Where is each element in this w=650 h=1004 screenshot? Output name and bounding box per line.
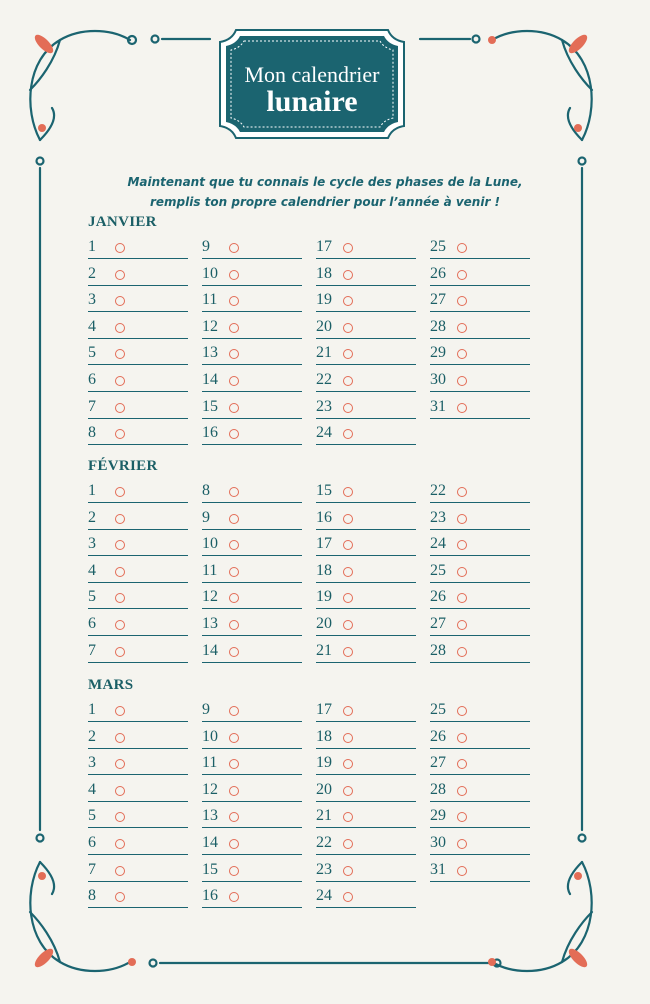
day-entry[interactable] [316,586,416,609]
day-entry[interactable] [88,533,188,556]
day-entry[interactable] [430,832,530,855]
day-number: 16 [202,887,218,905]
day-number: 18 [316,264,332,282]
moon-circle-icon[interactable] [457,786,467,796]
day-number: 1 [88,238,96,255]
moon-circle-icon[interactable] [115,647,125,657]
moon-circle-icon[interactable] [457,647,467,657]
day-entry[interactable] [316,752,416,775]
day-number: 19 [316,754,332,772]
day-number: 20 [316,615,332,632]
moon-circle-icon[interactable] [343,296,353,306]
day-number: 8 [88,887,96,905]
day-entry[interactable] [202,289,302,312]
day-entry[interactable] [316,779,416,802]
day-number: 5 [88,588,96,606]
day-entry[interactable] [316,289,416,312]
moon-circle-icon[interactable] [343,733,353,743]
moon-circle-icon[interactable] [343,349,353,359]
day-number: 18 [316,561,332,579]
day-number: 1 [88,482,96,499]
moon-circle-icon[interactable] [343,567,353,577]
day-number: 4 [88,317,96,335]
moon-circle-icon[interactable] [457,376,467,386]
day-entry[interactable] [88,560,188,583]
moon-circle-icon[interactable] [343,376,353,386]
day-entry[interactable] [88,289,188,312]
day-number: 9 [202,508,210,526]
day-number: 5 [88,344,96,362]
moon-circle-icon[interactable] [457,812,467,822]
day-number: 17 [316,701,332,718]
moon-circle-icon[interactable] [229,487,239,497]
moon-circle-icon[interactable] [229,243,239,253]
day-number: 12 [202,780,218,798]
day-number: 3 [88,291,96,309]
moon-circle-icon[interactable] [115,243,125,253]
moon-circle-icon[interactable] [229,733,239,743]
moon-circle-icon[interactable] [229,323,239,333]
moon-circle-icon[interactable] [115,620,125,630]
moon-circle-icon[interactable] [115,706,125,716]
day-number: 23 [316,860,332,878]
day-number: 29 [430,807,446,825]
day-entry[interactable] [430,560,530,583]
day-entry[interactable] [88,396,188,419]
day-entry[interactable] [88,263,188,286]
day-number: 22 [316,371,332,388]
day-entry[interactable] [316,507,416,530]
moon-circle-icon[interactable] [457,349,467,359]
day-entry[interactable] [316,316,416,339]
day-number: 11 [202,561,218,579]
day-entry[interactable] [430,289,530,312]
moon-circle-icon[interactable] [115,733,125,743]
day-number: 25 [430,561,446,579]
day-entry[interactable] [430,805,530,828]
day-entry[interactable] [88,699,188,722]
day-entry[interactable] [316,726,416,749]
title-plate [222,36,402,144]
moon-circle-icon[interactable] [115,270,125,280]
moon-circle-icon[interactable] [457,733,467,743]
day-entry[interactable] [430,752,530,775]
day-entry[interactable] [202,560,302,583]
day-number: 21 [316,807,332,825]
day-number: 14 [202,371,218,388]
day-entry[interactable] [316,560,416,583]
day-number: 15 [316,482,332,499]
moon-circle-icon[interactable] [115,376,125,386]
moon-circle-icon[interactable] [343,540,353,550]
day-entry[interactable] [88,805,188,828]
day-number: 4 [88,780,96,798]
day-entry[interactable] [202,369,302,392]
moon-circle-icon[interactable] [115,323,125,333]
day-number: 31 [430,397,446,415]
day-number: 12 [202,317,218,335]
day-number: 13 [202,615,218,632]
intro-text [90,172,560,212]
day-number: 28 [430,780,446,798]
day-entry[interactable] [316,859,416,882]
moon-circle-icon[interactable] [457,296,467,306]
moon-circle-icon[interactable] [343,487,353,497]
day-number: 22 [316,834,332,851]
day-entry[interactable] [88,726,188,749]
day-entry[interactable] [316,885,416,908]
moon-circle-icon[interactable] [343,706,353,716]
day-entry[interactable] [316,342,416,365]
day-number: 10 [202,535,218,553]
moon-circle-icon[interactable] [343,429,353,439]
moon-circle-icon[interactable] [457,540,467,550]
day-number: 30 [430,834,446,851]
day-entry[interactable] [316,236,416,259]
day-entry[interactable] [88,316,188,339]
day-number: 13 [202,807,218,825]
day-entry[interactable] [430,779,530,802]
moon-circle-icon[interactable] [457,270,467,280]
month-label: MARS [88,677,134,693]
day-number: 2 [88,264,96,282]
day-number: 3 [88,535,96,553]
day-entry[interactable] [430,533,530,556]
day-number: 10 [202,727,218,745]
day-entry[interactable] [202,422,302,445]
day-entry[interactable] [202,859,302,882]
moon-circle-icon[interactable] [343,243,353,253]
day-number: 25 [430,238,446,255]
day-entry[interactable] [430,726,530,749]
moon-circle-icon[interactable] [343,270,353,280]
moon-circle-icon[interactable] [343,593,353,603]
day-entry[interactable] [316,805,416,828]
day-entry[interactable] [316,263,416,286]
day-number: 24 [316,887,332,905]
day-entry[interactable] [202,533,302,556]
day-number: 26 [430,588,446,606]
day-number: 11 [202,291,218,309]
day-entry[interactable] [430,586,530,609]
day-entry[interactable] [202,640,302,663]
day-number: 8 [88,424,96,442]
day-number: 20 [316,780,332,798]
moon-circle-icon[interactable] [229,620,239,630]
day-entry[interactable] [430,613,530,636]
day-entry[interactable] [202,586,302,609]
moon-circle-icon[interactable] [115,487,125,497]
day-entry[interactable] [316,369,416,392]
day-entry[interactable] [316,832,416,855]
moon-circle-icon[interactable] [457,243,467,253]
moon-circle-icon[interactable] [457,403,467,413]
day-entry[interactable] [88,832,188,855]
day-number: 10 [202,264,218,282]
moon-circle-icon[interactable] [229,866,239,876]
day-number: 14 [202,834,218,851]
day-number: 2 [88,508,96,526]
moon-circle-icon[interactable] [115,403,125,413]
moon-circle-icon[interactable] [229,429,239,439]
moon-circle-icon[interactable] [343,323,353,333]
day-entry[interactable] [88,885,188,908]
moon-circle-icon[interactable] [229,812,239,822]
day-entry[interactable] [316,699,416,722]
day-number: 2 [88,727,96,745]
day-number: 20 [316,317,332,335]
day-entry[interactable] [430,480,530,503]
day-number: 6 [88,615,96,632]
moon-circle-icon[interactable] [229,567,239,577]
moon-circle-icon[interactable] [457,706,467,716]
moon-circle-icon[interactable] [457,567,467,577]
day-number: 21 [316,641,332,659]
moon-circle-icon[interactable] [343,759,353,769]
day-number: 22 [430,482,446,499]
moon-circle-icon[interactable] [229,296,239,306]
day-entry[interactable] [88,613,188,636]
day-number: 29 [430,344,446,362]
moon-circle-icon[interactable] [343,866,353,876]
day-entry[interactable] [430,342,530,365]
day-entry[interactable] [430,316,530,339]
moon-circle-icon[interactable] [115,567,125,577]
day-number: 8 [202,482,210,499]
month-label: FÉVRIER [88,458,158,474]
day-entry[interactable] [316,533,416,556]
moon-circle-icon[interactable] [229,376,239,386]
moon-circle-icon[interactable] [343,786,353,796]
moon-circle-icon[interactable] [343,892,353,902]
day-entry[interactable] [316,480,416,503]
day-entry[interactable] [202,613,302,636]
moon-circle-icon[interactable] [457,759,467,769]
month-label: JANVIER [88,214,157,230]
day-number: 23 [316,397,332,415]
moon-circle-icon[interactable] [457,323,467,333]
day-entry[interactable] [88,369,188,392]
day-entry[interactable] [316,640,416,663]
day-number: 30 [430,371,446,388]
day-number: 15 [202,397,218,415]
moon-circle-icon[interactable] [343,812,353,822]
day-number: 4 [88,561,96,579]
day-number: 27 [430,754,446,772]
moon-circle-icon[interactable] [115,759,125,769]
day-entry[interactable] [202,752,302,775]
day-entry[interactable] [202,699,302,722]
day-number: 11 [202,754,218,772]
day-entry[interactable] [202,342,302,365]
moon-circle-icon[interactable] [343,647,353,657]
day-entry[interactable] [202,726,302,749]
moon-circle-icon[interactable] [229,839,239,849]
day-number: 9 [202,238,210,255]
day-number: 6 [88,834,96,851]
day-entry[interactable] [430,263,530,286]
moon-circle-icon[interactable] [229,759,239,769]
moon-circle-icon[interactable] [457,514,467,524]
moon-circle-icon[interactable] [343,514,353,524]
day-entry[interactable] [88,640,188,663]
day-entry[interactable] [202,507,302,530]
day-number: 26 [430,264,446,282]
day-entry[interactable] [88,236,188,259]
day-number: 26 [430,727,446,745]
day-entry[interactable] [202,805,302,828]
moon-circle-icon[interactable] [229,892,239,902]
day-number: 19 [316,291,332,309]
day-number: 3 [88,754,96,772]
day-entry[interactable] [202,779,302,802]
day-number: 24 [316,424,332,442]
moon-circle-icon[interactable] [229,540,239,550]
day-entry[interactable] [430,699,530,722]
moon-circle-icon[interactable] [343,403,353,413]
intro-line-1: Maintenant que tu connais le cycle des phases de la Lune, [127,175,523,189]
day-entry[interactable] [88,507,188,530]
intro-line-2: remplis ton propre calendrier pour l’année à venir ! [149,195,501,209]
day-number: 7 [88,860,96,878]
day-number: 17 [316,238,332,255]
moon-circle-icon[interactable] [229,786,239,796]
day-entry[interactable] [430,236,530,259]
day-entry[interactable] [430,859,530,882]
day-number: 24 [430,535,446,553]
moon-circle-icon[interactable] [229,349,239,359]
day-number: 27 [430,291,446,309]
day-number: 7 [88,641,96,659]
moon-circle-icon[interactable] [115,593,125,603]
day-entry[interactable] [316,422,416,445]
day-entry[interactable] [202,832,302,855]
title-line-2: lunaire [266,85,358,118]
day-entry[interactable] [202,396,302,419]
day-entry[interactable] [88,342,188,365]
day-entry[interactable] [88,752,188,775]
moon-circle-icon[interactable] [115,540,125,550]
day-number: 5 [88,807,96,825]
day-number: 9 [202,701,210,718]
day-entry[interactable] [202,263,302,286]
day-number: 16 [316,508,332,526]
moon-circle-icon[interactable] [229,514,239,524]
moon-circle-icon[interactable] [457,593,467,603]
day-number: 23 [430,508,446,526]
moon-circle-icon[interactable] [115,892,125,902]
day-number: 14 [202,641,218,659]
day-number: 31 [430,860,446,878]
moon-circle-icon[interactable] [115,812,125,822]
moon-circle-icon[interactable] [457,487,467,497]
moon-circle-icon[interactable] [115,349,125,359]
day-number: 13 [202,344,218,362]
day-entry[interactable] [88,779,188,802]
moon-circle-icon[interactable] [115,429,125,439]
day-entry[interactable] [202,316,302,339]
day-number: 27 [430,615,446,632]
day-entry[interactable] [430,369,530,392]
moon-circle-icon[interactable] [457,620,467,630]
day-entry[interactable] [430,396,530,419]
day-number: 28 [430,641,446,659]
day-entry[interactable] [316,396,416,419]
moon-circle-icon[interactable] [457,866,467,876]
day-number: 19 [316,588,332,606]
day-number: 6 [88,371,96,388]
day-number: 28 [430,317,446,335]
moon-circle-icon[interactable] [229,593,239,603]
day-entry[interactable] [202,885,302,908]
moon-circle-icon[interactable] [229,647,239,657]
day-entry[interactable] [88,422,188,445]
day-number: 18 [316,727,332,745]
day-number: 7 [88,397,96,415]
title-line-1: Mon calendrier [244,62,380,87]
day-entry[interactable] [430,640,530,663]
day-entry[interactable] [202,236,302,259]
day-number: 17 [316,535,332,553]
day-entry[interactable] [202,480,302,503]
moon-circle-icon[interactable] [115,839,125,849]
day-entry[interactable] [316,613,416,636]
moon-circle-icon[interactable] [457,839,467,849]
day-number: 16 [202,424,218,442]
day-number: 12 [202,588,218,606]
day-number: 25 [430,701,446,718]
day-number: 1 [88,701,96,718]
day-entry[interactable] [88,586,188,609]
moon-circle-icon[interactable] [229,706,239,716]
day-number: 21 [316,344,332,362]
moon-circle-icon[interactable] [343,839,353,849]
day-entry[interactable] [88,480,188,503]
moon-circle-icon[interactable] [343,620,353,630]
moon-circle-icon[interactable] [229,403,239,413]
day-entry[interactable] [430,507,530,530]
moon-circle-icon[interactable] [229,270,239,280]
day-entry[interactable] [88,859,188,882]
moon-circle-icon[interactable] [115,296,125,306]
moon-circle-icon[interactable] [115,866,125,876]
moon-circle-icon[interactable] [115,514,125,524]
day-number: 15 [202,860,218,878]
moon-circle-icon[interactable] [115,786,125,796]
